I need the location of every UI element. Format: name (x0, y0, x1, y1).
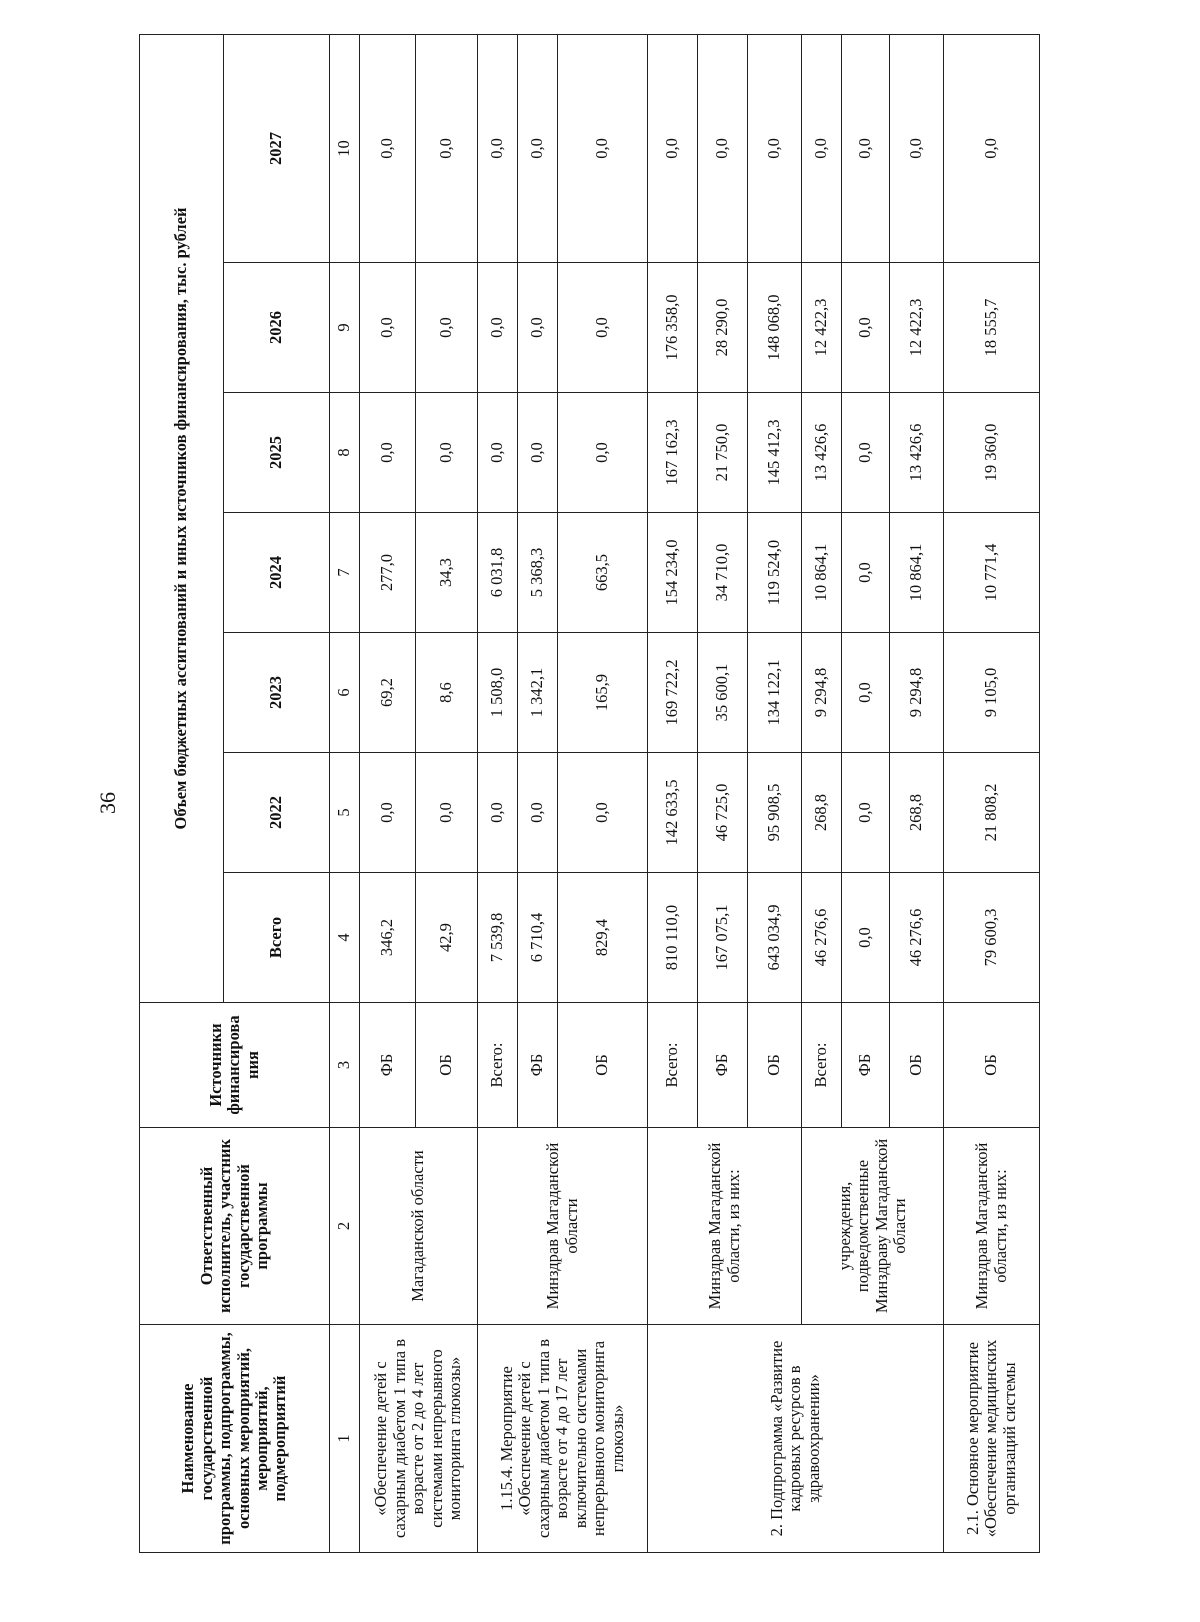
value-cell: 1 508,0 (478, 633, 518, 753)
value-cell: 0,0 (842, 34, 890, 262)
header-year: 2025 (224, 393, 330, 513)
source-cell: ОБ (944, 1003, 1040, 1128)
value-cell: 0,0 (698, 34, 748, 262)
budget-table (139, 34, 1040, 1553)
column-number: 1 (330, 1325, 360, 1553)
value-cell: 0,0 (842, 393, 890, 513)
value-cell: 0,0 (842, 513, 890, 633)
column-number: 3 (330, 1003, 360, 1128)
value-cell: 663,5 (558, 513, 648, 633)
value-cell: 134 122,1 (748, 633, 802, 753)
value-cell: 148 068,0 (748, 263, 802, 393)
executor-cell: Магаданской области (360, 1128, 478, 1325)
value-cell: 18 555,7 (944, 263, 1040, 393)
header-funding-group: Объем бюджетных ассигнований и иных источников финансирования, тыс. рублей (140, 34, 224, 1002)
value-cell: 10 771,4 (944, 513, 1040, 633)
value-cell: 46 276,6 (802, 873, 842, 1003)
value-cell: 13 426,6 (890, 393, 944, 513)
program-name-cell: «Обеспечение детей с сахарным диабетом 1 типа в возрасте от 2 до 4 лет системами непрерывного мониторинга глюкозы» (360, 1325, 478, 1553)
column-number: 2 (330, 1128, 360, 1325)
program-name-cell: 1.15.4. Мероприятие «Обеспечение детей с сахарным диабетом 1 типа в возрасте от 4 до 17 лет включительно системами непрерывного мониторинга глюкозы» (478, 1325, 648, 1553)
value-cell: 6 031,8 (478, 513, 518, 633)
executor-cell: Минздрав Магаданской области, из них: (944, 1128, 1040, 1325)
source-cell: ФБ (518, 1003, 558, 1128)
value-cell: 154 234,0 (648, 513, 698, 633)
executor-cell: Минздрав Магаданской области, из них: (648, 1128, 802, 1325)
value-cell: 0,0 (360, 753, 416, 873)
value-cell: 95 908,5 (748, 753, 802, 873)
value-cell: 346,2 (360, 873, 416, 1003)
value-cell: 0,0 (944, 34, 1040, 262)
value-cell: 1 342,1 (518, 633, 558, 753)
value-cell: 9 294,8 (802, 633, 842, 753)
executor-cell: Минздрав Магаданской области (478, 1128, 648, 1325)
value-cell: 0,0 (360, 263, 416, 393)
value-cell: 0,0 (416, 263, 478, 393)
header-year: 2027 (224, 34, 330, 262)
column-number: 9 (330, 263, 360, 393)
value-cell: 28 290,0 (698, 263, 748, 393)
value-cell: 46 276,6 (890, 873, 944, 1003)
value-cell: 8,6 (416, 633, 478, 753)
source-cell: ОБ (748, 1003, 802, 1128)
value-cell: 21 750,0 (698, 393, 748, 513)
value-cell: 268,8 (890, 753, 944, 873)
value-cell: 0,0 (558, 34, 648, 262)
value-cell: 119 524,0 (748, 513, 802, 633)
value-cell: 0,0 (890, 34, 944, 262)
value-cell: 7 539,8 (478, 873, 518, 1003)
value-cell: 0,0 (416, 393, 478, 513)
source-cell: ФБ (842, 1003, 890, 1128)
source-cell: ФБ (360, 1003, 416, 1128)
source-cell: Всего: (802, 1003, 842, 1128)
value-cell: 0,0 (416, 753, 478, 873)
column-number: 5 (330, 753, 360, 873)
value-cell: 810 110,0 (648, 873, 698, 1003)
value-cell: 0,0 (478, 393, 518, 513)
value-cell: 145 412,3 (748, 393, 802, 513)
value-cell: 0,0 (648, 34, 698, 262)
program-name-cell: 2. Подпрограмма «Развитие кадровых ресурсов в здравоохранении» (648, 1325, 944, 1553)
value-cell: 21 808,2 (944, 753, 1040, 873)
value-cell: 0,0 (416, 34, 478, 262)
value-cell: 0,0 (802, 34, 842, 262)
value-cell: 5 368,3 (518, 513, 558, 633)
value-cell: 34,3 (416, 513, 478, 633)
source-cell: ОБ (416, 1003, 478, 1128)
source-cell: Всего: (478, 1003, 518, 1128)
column-number: 6 (330, 633, 360, 753)
column-number: 4 (330, 873, 360, 1003)
value-cell: 176 358,0 (648, 263, 698, 393)
value-cell: 268,8 (802, 753, 842, 873)
value-cell: 13 426,6 (802, 393, 842, 513)
source-cell: ОБ (890, 1003, 944, 1128)
value-cell: 0,0 (518, 393, 558, 513)
value-cell: 19 360,0 (944, 393, 1040, 513)
value-cell: 69,2 (360, 633, 416, 753)
header-executor: Ответственный исполнитель, участник государственной программы (140, 1128, 330, 1325)
value-cell: 12 422,3 (802, 263, 842, 393)
value-cell: 0,0 (558, 753, 648, 873)
header-year: 2023 (224, 633, 330, 753)
header-year: 2026 (224, 263, 330, 393)
value-cell: 142 633,5 (648, 753, 698, 873)
value-cell: 10 864,1 (802, 513, 842, 633)
value-cell: 42,9 (416, 873, 478, 1003)
rotated-table-wrapper (139, 35, 1039, 1553)
value-cell: 0,0 (360, 393, 416, 513)
value-cell: 643 034,9 (748, 873, 802, 1003)
value-cell: 167 075,1 (698, 873, 748, 1003)
header-source: Источники финансирова ния (140, 1003, 330, 1128)
value-cell: 6 710,4 (518, 873, 558, 1003)
value-cell: 829,4 (558, 873, 648, 1003)
executor-cell: учреждения, подведомственные Минздраву Магаданской области (802, 1128, 944, 1325)
source-cell: ФБ (698, 1003, 748, 1128)
source-cell: ОБ (558, 1003, 648, 1128)
value-cell: 9 294,8 (890, 633, 944, 753)
column-number: 8 (330, 393, 360, 513)
value-cell: 0,0 (478, 34, 518, 262)
value-cell: 277,0 (360, 513, 416, 633)
value-cell: 167 162,3 (648, 393, 698, 513)
value-cell: 0,0 (842, 263, 890, 393)
page-number: 36 (95, 792, 120, 814)
value-cell: 0,0 (518, 753, 558, 873)
header-name: Наименование государственной программы, подпрограммы, основных мероприятий, мероприятий, подмероприятий (140, 1325, 330, 1553)
header-year: 2024 (224, 513, 330, 633)
column-number: 10 (330, 34, 360, 262)
value-cell: 35 600,1 (698, 633, 748, 753)
value-cell: 0,0 (842, 753, 890, 873)
header-year: 2022 (224, 753, 330, 873)
value-cell: 0,0 (558, 393, 648, 513)
value-cell: 0,0 (842, 633, 890, 753)
value-cell: 0,0 (478, 263, 518, 393)
value-cell: 0,0 (478, 753, 518, 873)
header-year: Всего (224, 873, 330, 1003)
value-cell: 10 864,1 (890, 513, 944, 633)
source-cell: Всего: (648, 1003, 698, 1128)
value-cell: 12 422,3 (890, 263, 944, 393)
value-cell: 0,0 (360, 34, 416, 262)
value-cell: 34 710,0 (698, 513, 748, 633)
value-cell: 79 600,3 (944, 873, 1040, 1003)
value-cell: 0,0 (518, 263, 558, 393)
column-number: 7 (330, 513, 360, 633)
value-cell: 0,0 (558, 263, 648, 393)
program-name-cell: 2.1. Основное мероприятие «Обеспечение медицинских организаций системы (944, 1325, 1040, 1553)
value-cell: 169 722,2 (648, 633, 698, 753)
value-cell: 0,0 (518, 34, 558, 262)
value-cell: 46 725,0 (698, 753, 748, 873)
value-cell: 0,0 (748, 34, 802, 262)
value-cell: 9 105,0 (944, 633, 1040, 753)
value-cell: 0,0 (842, 873, 890, 1003)
value-cell: 165,9 (558, 633, 648, 753)
